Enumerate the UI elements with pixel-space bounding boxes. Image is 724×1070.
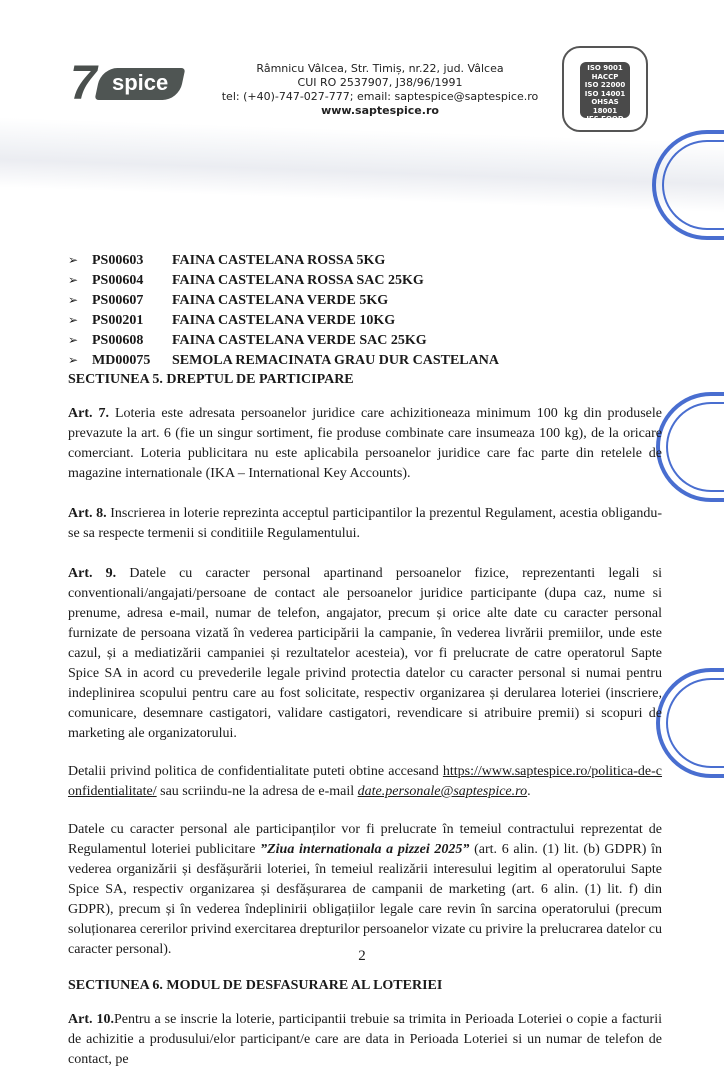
privacy-text: sau scriindu-ne la adresa de e-mail (160, 784, 355, 799)
product-code: PS00608 (92, 333, 144, 348)
document-body (68, 250, 662, 1070)
arrow-bullet-icon: ➢ (68, 353, 79, 367)
product-code: MD00075 (92, 353, 151, 368)
article-label: Art. 8. (68, 506, 107, 521)
article-text: Inscrierea in loterie reprezinta acceptul participantilor la prezentul Regulament, acestia obligandu-se sa respecte termenii si conditiile Regulamentului. (68, 506, 662, 541)
campaign-name: ”Ziua internationala a pizzei 2025” (260, 842, 470, 857)
official-stamp (656, 392, 724, 502)
cert-haccp: HACCP (591, 72, 619, 81)
article-label: Art. 9. (68, 566, 117, 581)
cert-iso14001: ISO 14001 (584, 89, 626, 98)
company-registration: CUI RO 2537907, J38/96/1991 (297, 76, 463, 89)
product-list (68, 250, 662, 370)
product-name: FAINA CASTELANA VERDE 10KG (172, 313, 396, 328)
arrow-bullet-icon: ➢ (68, 293, 79, 307)
article-text: Pentru a se inscrie la loterie, participantii trebuie sa trimita in Perioada Loteriei o copie a facturii de achizitie a produsului/elor participant/e care are data in Perioada Loteriei si un numar de telefon de contact, pe (68, 1012, 662, 1067)
article-label: Art. 10. (68, 1012, 114, 1027)
article-label: Art. 7. (68, 406, 109, 421)
cert-iso9001: ISO 9001 (587, 64, 623, 72)
arrow-bullet-icon: ➢ (68, 273, 79, 287)
arrow-bullet-icon: ➢ (68, 333, 79, 347)
legal-text: Datele cu caracter personal ale participanților vor fi prelucrate în temeiul contractului reprezentat de Regulamentul loteriei publicitare (68, 822, 662, 857)
product-item (68, 310, 662, 330)
product-name: SEMOLA REMACINATA GRAU DUR CASTELANA (172, 353, 499, 368)
company-website: www.saptespice.ro (321, 104, 439, 117)
article-text: Loteria este adresata persoanelor juridice care achizitioneaza minimum 100 kg din produsele prevazute la art. 6 (fie un singur sortiment, fie produse combinate care insumeaza 100 kg), de la oricare comerciant. Loteria publicitara nu este aplicabila persoanelor juridice care fac parte din retelele de magazine internationale (IKA – International Key Accounts). (68, 406, 662, 481)
product-item (68, 270, 662, 290)
official-stamp (656, 668, 724, 778)
legal-text: (art. 6 alin. (1) lit. (b) GDPR) în vederea organizării și desfășurării loteriei, în temeiul realizării interesului legitim al operatorului Sapte Spice SA, respectiv organizarea și desfășurarea de campanii de marketing (art. 6 alin. (1) lit. f) din GDPR), precum și în vederea îndeplinirii obligațiilor legale care revin în sarcina operatorului (precum soluționarea cererilor privind exercitarea drepturilor persoanelor vizate cu privire la prelucrarea datelor cu caracter personal). (68, 842, 663, 957)
arrow-bullet-icon: ➢ (68, 253, 79, 267)
article-8 (68, 504, 662, 544)
company-logo: 7 spice (70, 62, 182, 106)
product-name: FAINA CASTELANA VERDE SAC 25KG (172, 333, 427, 348)
certification-badge (562, 46, 648, 132)
privacy-text: . (527, 784, 531, 799)
article-text: Datele cu caracter personal apartinand persoanelor fizice, reprezentanti legali si conventionali/angajati/persoane de contact ale persoanelor juridice participante (dupa caz, nume si prenume, adresa e-mail, numar de telefon, angajator, precum și orice alte date cu caracter personal furnizate de persoana vizată în vederea participării la campanie, în vederea livrării premiilor, unde este cazul, și a mediatizării campaniei și rezultatelor acesteia), vor fi prelucrate de catre operatorul Sapte Spice SA in acord cu prevederile legale privind protectia datelor cu caracter personal si numai pentru indeplinirea scopului pentru care au fost solicitate, respectiv organizarea și derularea loteriei (inscriere, comunicare, desemnare castigatori, validare castigatori, revendicare si atribuire premii) si scopuri de marketing ale organizatorului. (68, 566, 662, 741)
cert-iso22000: ISO 22000 (584, 81, 626, 89)
article-7 (68, 404, 662, 484)
privacy-paragraph (68, 762, 662, 802)
product-name: FAINA CASTELANA ROSSA SAC 25KG (172, 273, 424, 288)
product-code: PS00201 (92, 313, 144, 328)
product-item (68, 290, 662, 310)
legal-basis-paragraph (68, 820, 662, 960)
cert-ohsas: OHSAS 18001 (591, 98, 619, 115)
privacy-text: Detalii privind politica de confidentialitate puteti obtine accesand (68, 764, 439, 779)
arrow-bullet-icon: ➢ (68, 313, 79, 327)
article-9 (68, 564, 662, 744)
product-code: PS00607 (92, 293, 144, 308)
company-address: Râmnicu Vâlcea, Str. Timiș, nr.22, jud. Vâlcea (256, 62, 504, 75)
section6-heading: SECTIUNEA 6. MODUL DE DESFASURARE AL LOTERIEI (68, 978, 443, 993)
product-code: PS00603 (92, 253, 144, 268)
product-code: PS00604 (92, 273, 144, 288)
product-item (68, 350, 662, 370)
product-name: FAINA CASTELANA VERDE 5KG (172, 293, 389, 308)
privacy-policy-link[interactable]: https://www.saptespice.ro/politica-de-confidentialitate/ (68, 764, 663, 799)
article-10 (68, 1010, 662, 1070)
page-number: 2 (358, 948, 366, 964)
privacy-email-link[interactable]: date.personale@saptespice.ro (357, 784, 528, 799)
product-item (68, 330, 662, 350)
company-contact: tel: (+40)-747-027-777; email: saptespice@saptespice.ro (221, 90, 539, 103)
product-name: FAINA CASTELANA ROSSA 5KG (172, 253, 386, 268)
section5-heading: SECTIUNEA 5. DREPTUL DE PARTICIPARE (68, 372, 354, 387)
cert-ifs: IFS FOOD (586, 115, 624, 123)
product-item (68, 250, 662, 270)
company-info (220, 62, 540, 118)
